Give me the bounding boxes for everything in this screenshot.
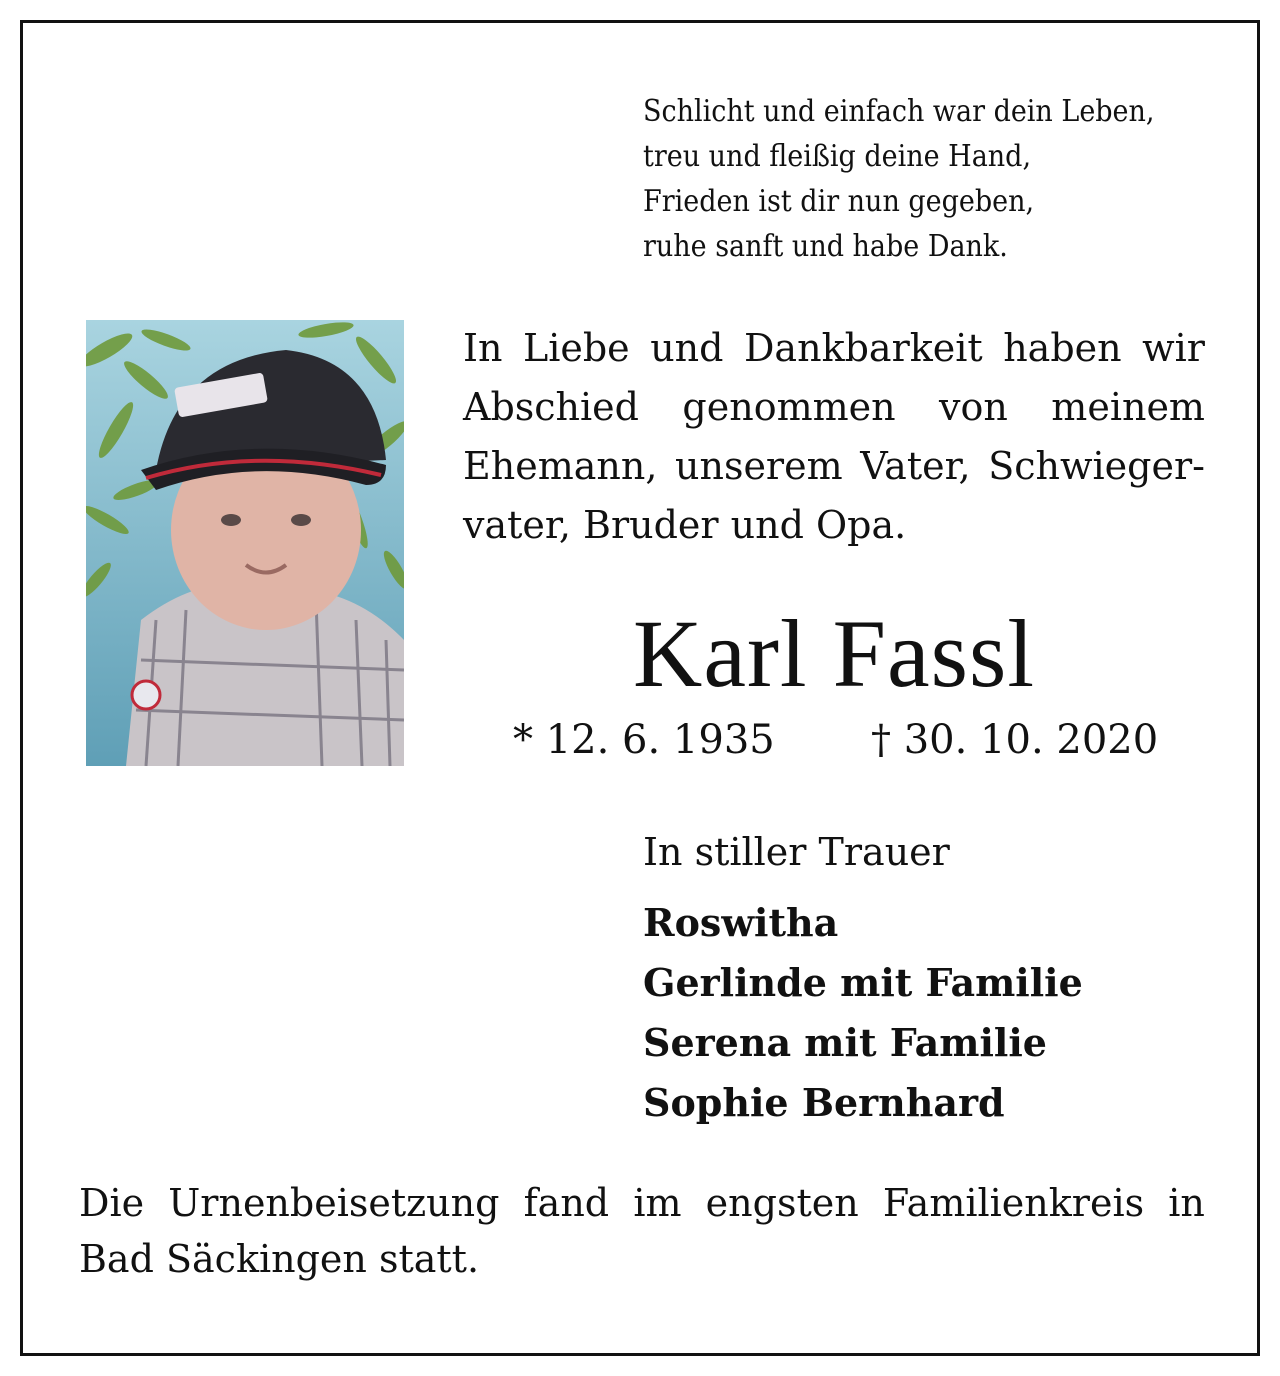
intro-line-3	[463, 437, 1205, 496]
word: im	[633, 1181, 682, 1225]
word: Dankbarkeit	[743, 326, 983, 370]
word: und	[650, 326, 724, 370]
funeral-note	[79, 1175, 1205, 1287]
word: Vater,	[860, 444, 971, 488]
poem-line: ruhe sanft und habe Dank.	[643, 229, 1008, 264]
word: in	[1168, 1181, 1205, 1225]
word: wir	[1142, 326, 1205, 370]
poem-line: treu und fleißig deine Hand,	[643, 139, 1032, 174]
obituary-frame	[20, 20, 1260, 1356]
mourner: Sophie Bernhard	[643, 1080, 1005, 1125]
word: Liebe	[522, 326, 630, 370]
word: haben	[1003, 326, 1122, 370]
portrait-photo	[86, 320, 404, 766]
word: In	[463, 326, 503, 370]
poem-line: Frieden ist dir nun gegeben,	[643, 184, 1035, 219]
word: von	[939, 385, 1008, 429]
intro-text	[463, 319, 1205, 555]
word: Schwieger-	[988, 444, 1205, 488]
intro-line-2	[463, 378, 1205, 437]
poem	[643, 89, 1243, 269]
deceased-name: Karl Fassl	[633, 600, 1035, 707]
word: Urnenbeisetzung	[168, 1181, 500, 1225]
word: genommen	[682, 385, 896, 429]
mourner: Roswitha	[643, 900, 839, 945]
intro-line-1	[463, 319, 1205, 378]
mourning-heading: In stiller Trauer	[643, 830, 950, 874]
poem-line: Schlicht und einfach war dein Leben,	[643, 94, 1155, 129]
word: Die	[79, 1181, 145, 1225]
word: Abschied	[463, 385, 639, 429]
death-date: † 30. 10. 2020	[871, 717, 1159, 763]
word: engsten	[705, 1181, 859, 1225]
word: fand	[523, 1181, 610, 1225]
mourner: Serena mit Familie	[643, 1020, 1047, 1065]
footer-line-1	[79, 1175, 1205, 1231]
mourner: Gerlinde mit Familie	[643, 960, 1083, 1005]
mourners-list	[643, 893, 1083, 1133]
birth-date: * 12. 6. 1935	[513, 717, 775, 763]
word: unserem	[675, 444, 843, 488]
intro-line-4: vater, Bruder und Opa.	[463, 503, 907, 547]
word: Familienkreis	[882, 1181, 1145, 1225]
footer-line-2: Bad Säckingen statt.	[79, 1237, 480, 1281]
word: Ehemann,	[463, 444, 658, 488]
portrait-icon	[86, 320, 404, 766]
word: meinem	[1051, 385, 1205, 429]
